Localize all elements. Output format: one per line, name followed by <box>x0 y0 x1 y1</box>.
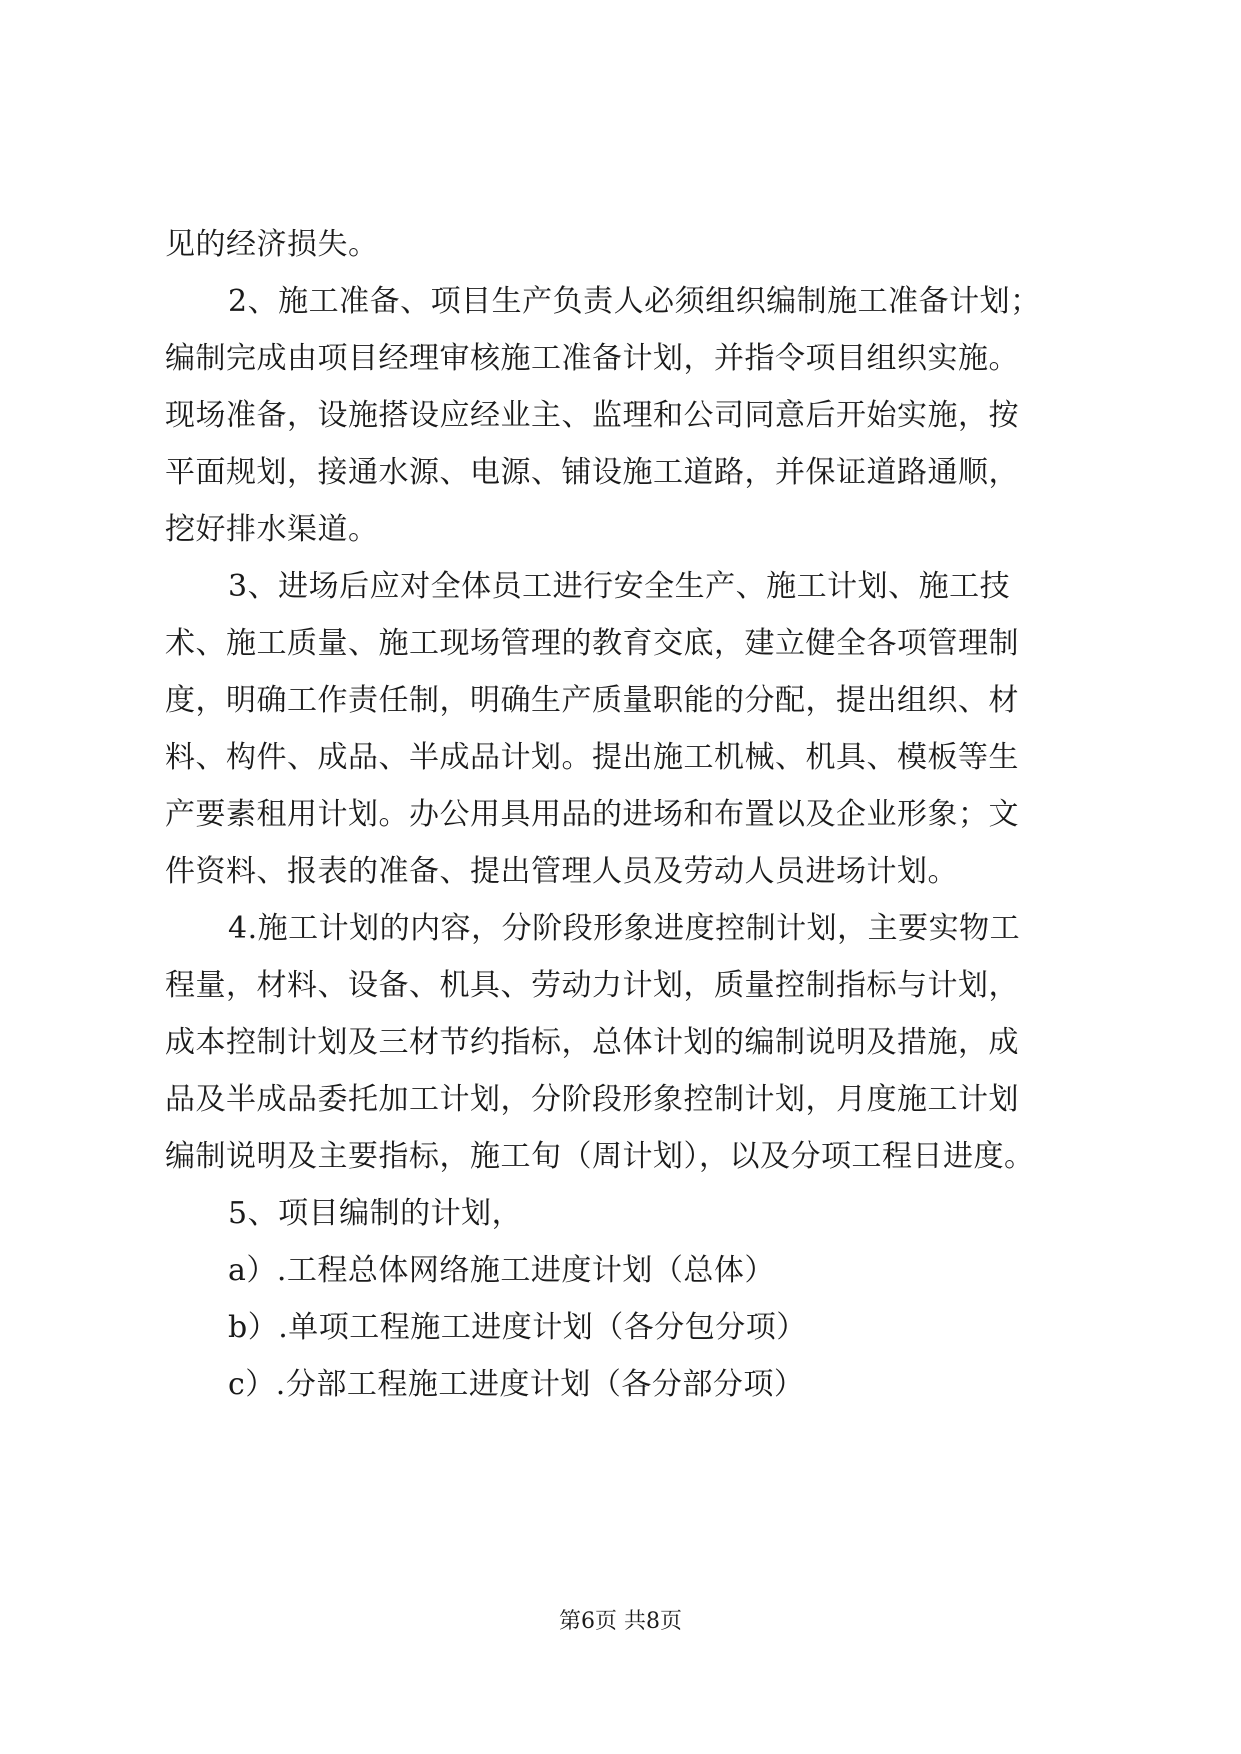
paragraph-2-start: 2、施工准备、项目生产负责人必须组织编制施工准备计划； <box>228 284 1041 319</box>
text-line: 编制完成由项目经理审核施工准备计划，并指令项目组织实施。 <box>165 341 1019 376</box>
text-line: 编制说明及主要指标，施工旬（周计划），以及分项工程日进度。 <box>165 1139 1035 1174</box>
text-line: 件资料、报表的准备、提出管理人员及劳动人员进场计划。 <box>165 854 958 889</box>
text-line: 程量，材料、设备、机具、劳动力计划，质量控制指标与计划， <box>165 968 1019 1003</box>
text-line: 度，明确工作责任制，明确生产质量职能的分配，提出组织、材 <box>165 683 1019 718</box>
text-line: 挖好排水渠道。 <box>165 512 379 547</box>
page-number-footer: 第6页 共8页 <box>559 1609 682 1634</box>
text-line: 品及半成品委托加工计划，分阶段形象控制计划，月度施工计划 <box>165 1082 1019 1117</box>
list-item-a: a）.工程总体网络施工进度计划（总体） <box>228 1253 775 1288</box>
text-line: 平面规划，接通水源、电源、铺设施工道路，并保证道路通顺， <box>165 455 1019 490</box>
text-line: 成本控制计划及三材节约指标，总体计划的编制说明及措施，成 <box>165 1025 1019 1060</box>
text-line: 产要素租用计划。办公用具用品的进场和布置以及企业形象；文 <box>165 797 1019 832</box>
paragraph-5-start: 5、项目编制的计划， <box>228 1196 523 1231</box>
text-line: 术、施工质量、施工现场管理的教育交底，建立健全各项管理制 <box>165 626 1019 661</box>
text-line: 料、构件、成品、半成品计划。提出施工机械、机具、模板等生 <box>165 740 1019 775</box>
text-line: 现场准备，设施搭设应经业主、监理和公司同意后开始实施，按 <box>165 398 1019 433</box>
paragraph-4-start: 4.施工计划的内容，分阶段形象进度控制计划，主要实物工 <box>228 911 1021 946</box>
list-item-c: c）.分部工程施工进度计划（各分部分项） <box>228 1367 805 1402</box>
list-item-b: b）.单项工程施工进度计划（各分包分项） <box>228 1310 807 1345</box>
paragraph-3-start: 3、进场后应对全体员工进行安全生产、施工计划、施工技 <box>228 569 1011 604</box>
text-line: 见的经济损失。 <box>165 227 379 262</box>
